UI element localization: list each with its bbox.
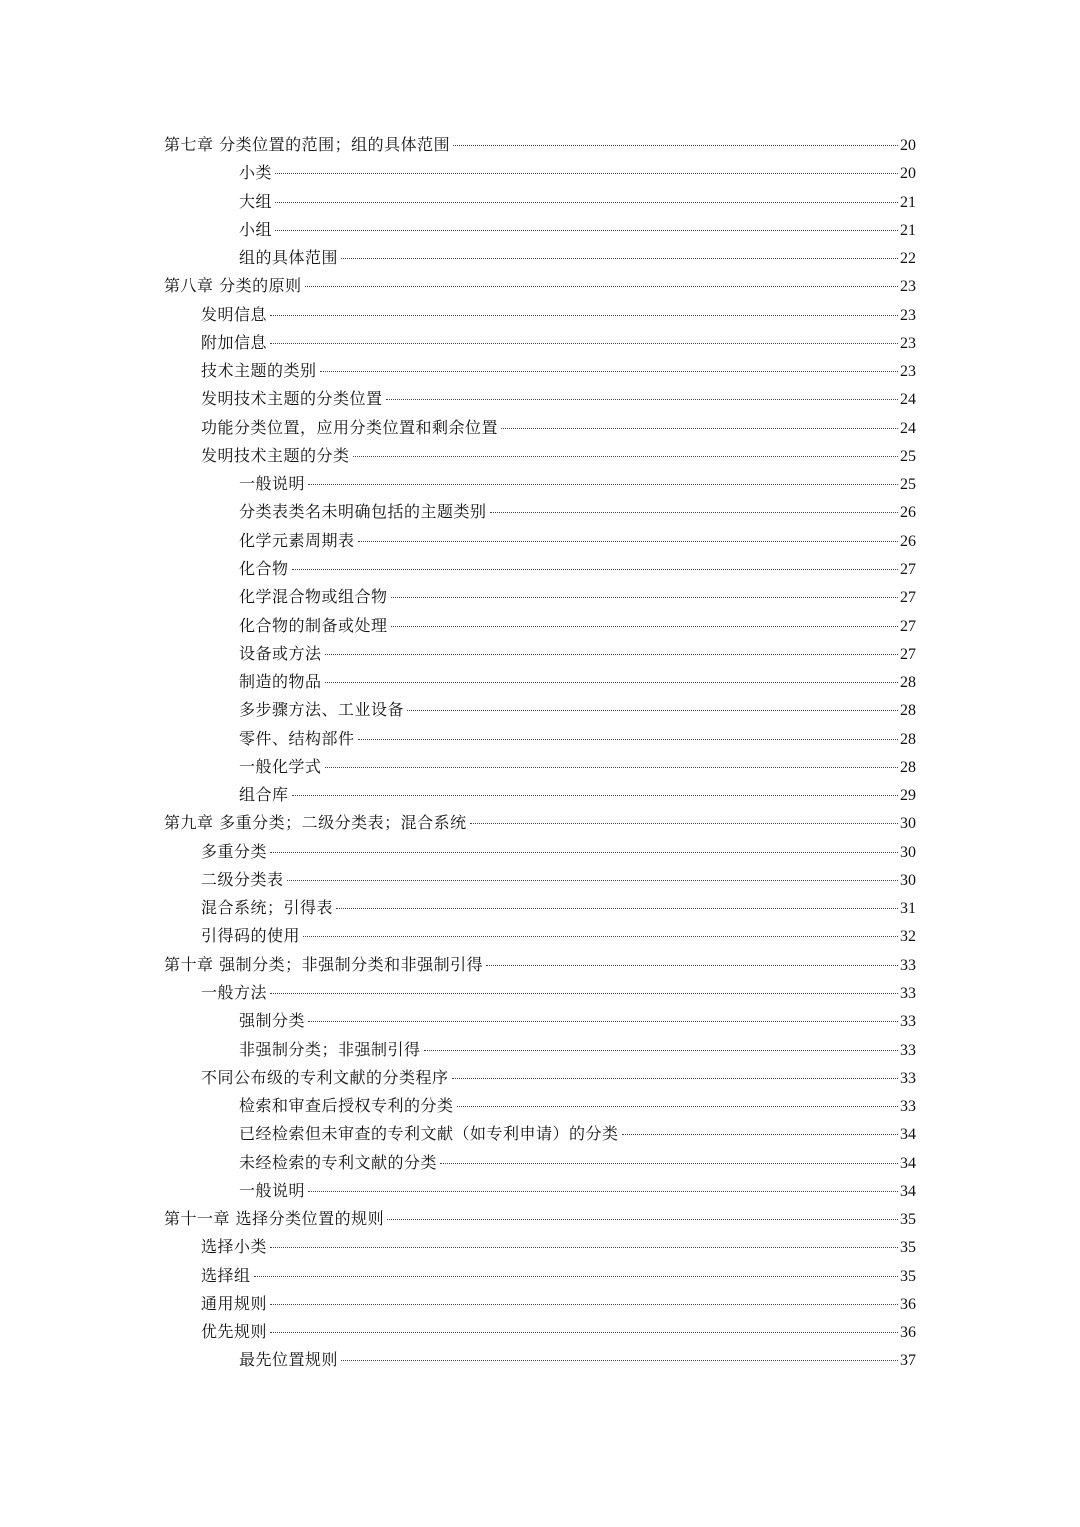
toc-entry-page-number: 27 [900, 589, 916, 607]
toc-entry-title: 检索和审查后授权专利的分类 [239, 1096, 454, 1116]
toc-entry-title: 功能分类位置，应用分类位置和剩余位置 [201, 417, 499, 437]
dot-leader [424, 1050, 898, 1051]
toc-entry-title: 发明信息 [201, 304, 268, 324]
toc-entry[interactable] [164, 1092, 916, 1120]
toc-entry[interactable] [164, 1262, 916, 1290]
toc-entry-page-number: 35 [900, 1239, 916, 1257]
dot-leader [358, 541, 898, 542]
toc-entry[interactable] [164, 159, 916, 187]
toc-entry-page-number: 30 [900, 843, 916, 861]
toc-entry[interactable] [164, 612, 916, 640]
toc-entry-title: 化合物的制备或处理 [239, 615, 388, 635]
dot-leader [270, 1247, 898, 1248]
toc-entry[interactable] [164, 188, 916, 216]
dot-leader [457, 1106, 898, 1107]
toc-entry-page-number: 22 [900, 250, 916, 268]
dot-leader [275, 202, 898, 203]
toc-entry-page-number: 35 [900, 1211, 916, 1229]
toc-entry-title: 多重分类 [201, 841, 268, 861]
toc-entry-page-number: 31 [900, 900, 916, 918]
toc-entry-page-number: 34 [900, 1182, 916, 1200]
dot-leader [292, 795, 898, 796]
dot-leader [486, 965, 898, 966]
toc-entry-page-number: 34 [900, 1126, 916, 1144]
toc-entry-page-number: 20 [900, 137, 916, 154]
dot-leader [452, 1078, 898, 1079]
toc-entry-title: 分类表类名未明确包括的主题类别 [239, 502, 487, 522]
dot-leader [325, 682, 898, 683]
toc-entry-title: 制造的物品 [239, 672, 322, 692]
dot-leader [320, 371, 898, 372]
toc-entry[interactable] [164, 329, 916, 357]
toc-entry[interactable] [164, 244, 916, 272]
toc-entry-page-number: 27 [900, 617, 916, 635]
toc-entry[interactable] [164, 442, 916, 470]
toc-entry[interactable] [164, 1177, 916, 1205]
toc-entry[interactable] [164, 131, 916, 159]
toc-entry-title: 非强制分类；非强制引得 [239, 1039, 421, 1059]
toc-entry-page-number: 35 [900, 1267, 916, 1285]
dot-leader [303, 936, 898, 937]
dot-leader [305, 286, 898, 287]
dot-leader [308, 1021, 898, 1022]
toc-entry-title: 化学元素周期表 [239, 530, 355, 550]
toc-entry[interactable] [164, 1290, 916, 1318]
toc-entry-title: 未经检索的专利文献的分类 [239, 1152, 438, 1172]
toc-entry-page-number: 33 [900, 1041, 916, 1059]
toc-entry-page-number: 23 [900, 363, 916, 381]
toc-entry-page-number: 33 [900, 956, 916, 974]
dot-leader [270, 852, 898, 853]
toc-entry[interactable] [164, 301, 916, 329]
dot-leader [391, 626, 898, 627]
toc-entry[interactable] [164, 838, 916, 866]
toc-entry[interactable] [164, 696, 916, 724]
toc-entry[interactable] [164, 272, 916, 300]
dot-leader [490, 512, 898, 513]
toc-entry[interactable] [164, 1149, 916, 1177]
toc-entry-title: 不同公布级的专利文献的分类程序 [201, 1067, 449, 1087]
dot-leader [387, 1219, 898, 1220]
dot-leader [275, 230, 898, 231]
toc-entry-page-number: 37 [900, 1352, 916, 1370]
toc-entry-page-number: 23 [900, 278, 916, 296]
toc-entry-page-number: 33 [900, 984, 916, 1002]
toc-entry[interactable] [164, 1064, 916, 1092]
toc-entry-page-number: 30 [900, 815, 916, 833]
toc-entry-page-number: 20 [900, 165, 916, 183]
toc-entry[interactable] [164, 527, 916, 555]
dot-leader [287, 880, 898, 881]
toc-entry-page-number: 26 [900, 504, 916, 522]
toc-entry[interactable] [164, 1120, 916, 1148]
toc-entry-title: 混合系统；引得表 [201, 898, 334, 918]
dot-leader [470, 823, 898, 824]
dot-leader [275, 173, 898, 174]
toc-entry-page-number: 36 [900, 1295, 916, 1313]
toc-entry-page-number: 24 [900, 391, 916, 409]
toc-entry[interactable] [164, 979, 916, 1007]
dot-leader [391, 597, 898, 598]
dot-leader [254, 1276, 898, 1277]
toc-entry-page-number: 21 [900, 193, 916, 211]
toc-entry[interactable] [164, 640, 916, 668]
toc-entry-title: 发明技术主题的分类位置 [201, 389, 383, 409]
toc-entry-page-number: 36 [900, 1324, 916, 1342]
dot-leader [501, 428, 898, 429]
toc-entry-title: 已经检索但未审查的专利文献（如专利申请）的分类 [239, 1124, 619, 1144]
dot-leader [292, 569, 898, 570]
toc-entry[interactable] [164, 866, 916, 894]
dot-leader [308, 1191, 898, 1192]
toc-entry-page-number: 24 [900, 419, 916, 437]
toc-entry-page-number: 28 [900, 758, 916, 776]
dot-leader [341, 1360, 898, 1361]
toc-entry[interactable] [164, 1346, 916, 1374]
toc-entry[interactable] [164, 385, 916, 413]
toc-entry[interactable] [164, 1007, 916, 1035]
dot-leader [353, 456, 898, 457]
toc-entry[interactable] [164, 894, 916, 922]
dot-leader [358, 739, 898, 740]
toc-entry-page-number: 27 [900, 560, 916, 578]
toc-entry-title: 多步骤方法、工业设备 [239, 700, 405, 720]
dot-leader [407, 710, 898, 711]
toc-entry-page-number: 26 [900, 532, 916, 550]
toc-entry-title: 小组 [239, 219, 273, 239]
toc-entry[interactable] [164, 583, 916, 611]
toc-entry[interactable] [164, 725, 916, 753]
toc-entry-title: 化学混合物或组合物 [239, 587, 388, 607]
toc-entry-page-number: 34 [900, 1154, 916, 1172]
toc-entry-page-number: 28 [900, 674, 916, 692]
toc-entry[interactable] [164, 668, 916, 696]
toc-entry-title: 选择组 [201, 1265, 251, 1285]
table-of-contents [164, 131, 916, 1375]
toc-entry[interactable] [164, 1036, 916, 1064]
dot-leader [341, 258, 898, 259]
dot-leader [336, 908, 898, 909]
toc-entry[interactable] [164, 414, 916, 442]
toc-entry-title: 小类 [239, 163, 273, 183]
dot-leader [440, 1163, 898, 1164]
toc-entry-title: 组的具体范围 [239, 248, 339, 268]
toc-entry-title: 优先规则 [201, 1322, 268, 1342]
dot-leader [270, 993, 898, 994]
toc-entry-title: 大组 [239, 191, 273, 211]
dot-leader [622, 1134, 898, 1135]
toc-entry-title: 强制分类 [239, 1011, 306, 1031]
dot-leader [325, 767, 898, 768]
toc-entry[interactable] [164, 357, 916, 385]
toc-entry-page-number: 33 [900, 1098, 916, 1116]
toc-entry[interactable] [164, 216, 916, 244]
toc-entry[interactable] [164, 809, 916, 837]
toc-entry-title: 一般化学式 [239, 756, 322, 776]
dot-leader [270, 1332, 898, 1333]
toc-entry[interactable] [164, 951, 916, 979]
toc-entry[interactable] [164, 498, 916, 526]
toc-entry-page-number: 32 [900, 928, 916, 946]
toc-entry-title: 技术主题的类别 [201, 361, 317, 381]
toc-entry-page-number: 21 [900, 221, 916, 239]
dot-leader [270, 343, 898, 344]
toc-entry-title: 化合物 [239, 558, 289, 578]
toc-entry-page-number: 33 [900, 1013, 916, 1031]
toc-entry-title: 第十一章 选择分类位置的规则 [164, 1209, 385, 1229]
dot-leader [386, 399, 898, 400]
toc-entry-title: 通用规则 [201, 1293, 268, 1313]
toc-entry-page-number: 28 [900, 702, 916, 720]
dot-leader [453, 145, 898, 146]
toc-entry-title: 发明技术主题的分类 [201, 445, 350, 465]
toc-entry-title: 二级分类表 [201, 869, 284, 889]
toc-entry-title: 第九章 多重分类；二级分类表；混合系统 [164, 813, 467, 833]
toc-entry-page-number: 23 [900, 306, 916, 324]
toc-entry-page-number: 29 [900, 787, 916, 805]
toc-entry-title: 零件、结构部件 [239, 728, 355, 748]
toc-entry-title: 第七章 分类位置的范围；组的具体范围 [164, 135, 451, 154]
toc-entry[interactable] [164, 1318, 916, 1346]
toc-entry-title: 一般说明 [239, 474, 306, 494]
toc-entry[interactable] [164, 1205, 916, 1233]
toc-entry-page-number: 25 [900, 476, 916, 494]
toc-entry-title: 引得码的使用 [201, 926, 301, 946]
toc-entry-title: 选择小类 [201, 1237, 268, 1257]
toc-entry-title: 第十章 强制分类；非强制分类和非强制引得 [164, 954, 484, 974]
dot-leader [325, 654, 898, 655]
toc-entry[interactable] [164, 922, 916, 950]
toc-entry[interactable] [164, 753, 916, 781]
toc-entry-title: 附加信息 [201, 332, 268, 352]
toc-entry-title: 最先位置规则 [239, 1350, 339, 1370]
toc-entry-page-number: 33 [900, 1069, 916, 1087]
toc-entry-title: 组合库 [239, 785, 289, 805]
toc-entry-page-number: 27 [900, 645, 916, 663]
toc-entry[interactable] [164, 555, 916, 583]
toc-entry-page-number: 23 [900, 334, 916, 352]
toc-entry-page-number: 28 [900, 730, 916, 748]
toc-entry-title: 一般方法 [201, 982, 268, 1002]
dot-leader [308, 484, 898, 485]
toc-entry-page-number: 25 [900, 447, 916, 465]
toc-entry[interactable] [164, 1233, 916, 1261]
toc-entry-title: 第八章 分类的原则 [164, 276, 302, 296]
toc-entry-title: 设备或方法 [239, 643, 322, 663]
toc-entry[interactable] [164, 781, 916, 809]
toc-entry[interactable] [164, 470, 916, 498]
toc-entry-title: 一般说明 [239, 1180, 306, 1200]
dot-leader [270, 315, 898, 316]
toc-entry-page-number: 30 [900, 871, 916, 889]
dot-leader [270, 1304, 898, 1305]
